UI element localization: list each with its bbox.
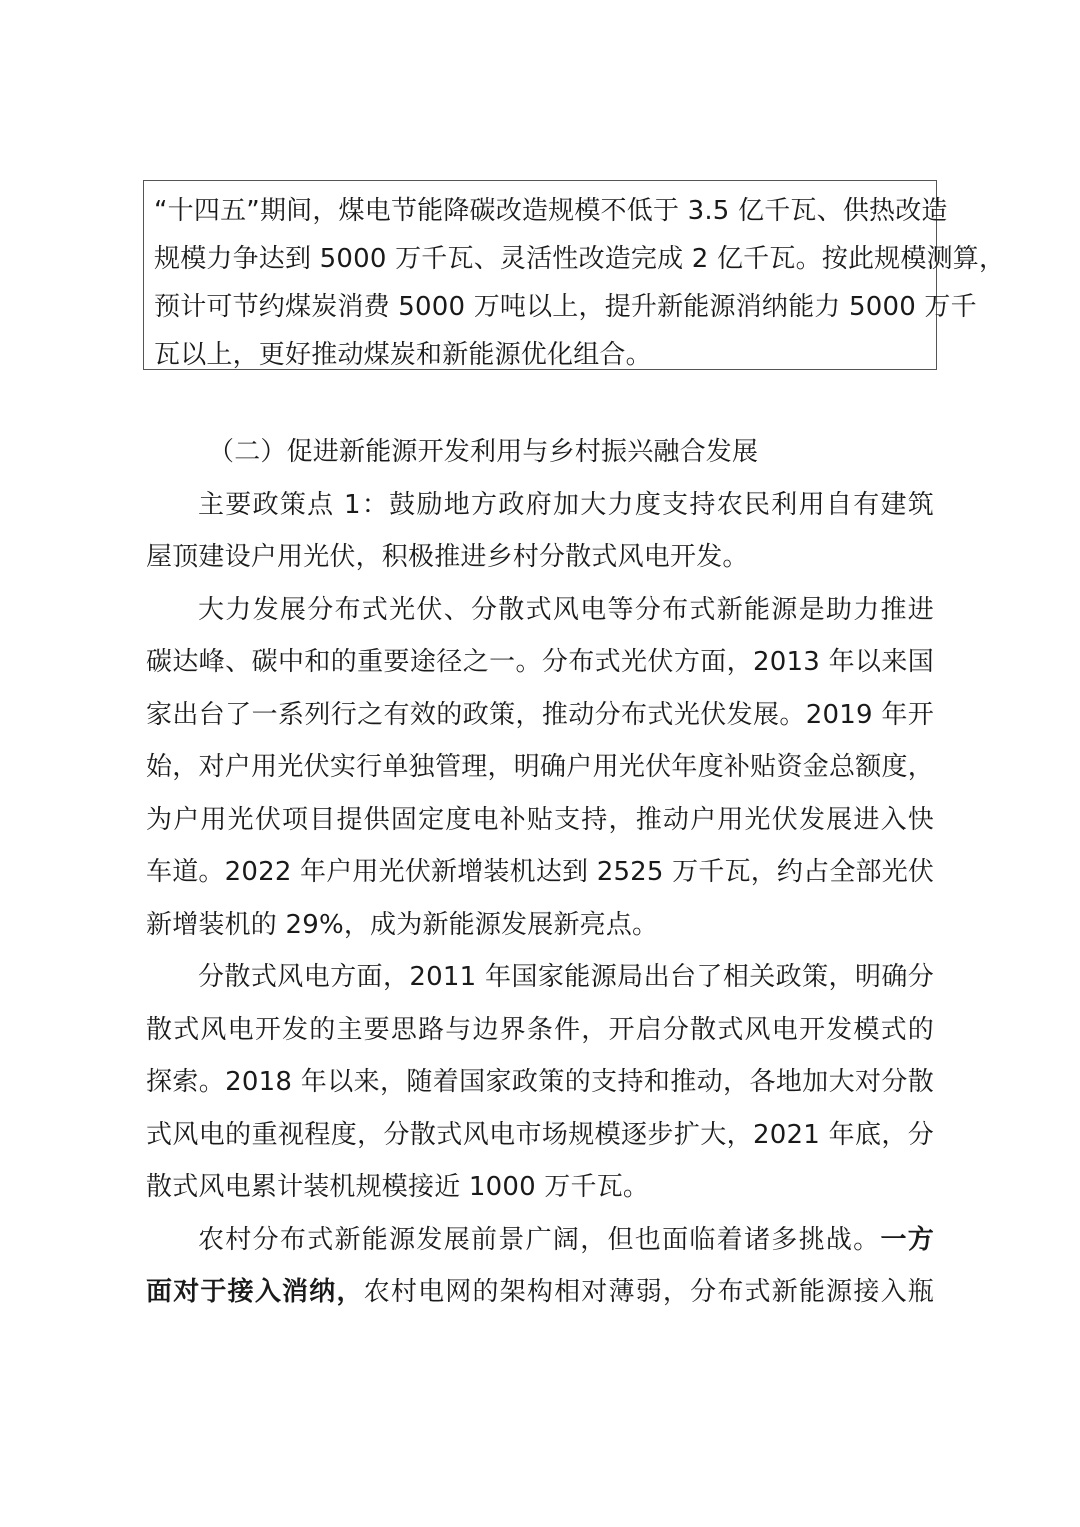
paragraph-line: 散式风电开发的主要思路与边界条件，开启分散式风电开发模式的: [146, 1014, 934, 1045]
text-plain: 农村分布式新能源发展前景广阔，但也面临着诸多挑战。: [198, 1224, 881, 1255]
paragraph-line: 始，对户用光伏实行单独管理，明确户用光伏年度补贴资金总额度，: [146, 752, 934, 782]
paragraph-line: 家出台了一系列行之有效的政策，推动分布式光伏发展。2019 年开: [146, 699, 934, 730]
box-line: “十四五”期间，煤电节能降碳改造规模不低于 3.5 亿千瓦、供热改造: [154, 196, 948, 226]
paragraph-line: [146, 1214, 934, 1267]
section-heading: （二）促进新能源开发利用与乡村振兴融合发展: [208, 437, 759, 467]
text-bold: 面对于接入消纳，: [146, 1277, 364, 1307]
paragraph-line: 散式风电累计装机规模接近 1000 万千瓦。: [146, 1172, 650, 1202]
box-line: 预计可节约煤炭消费 5000 万吨以上，提升新能源消纳能力 5000 万千: [154, 292, 977, 322]
paragraph-line: 分散式风电方面，2011 年国家能源局出台了相关政策，明确分: [198, 962, 934, 992]
paragraph-line: [146, 1266, 934, 1319]
box-line: 规模力争达到 5000 万千瓦、灵活性改造完成 2 亿千瓦。按此规模测算，: [154, 244, 1006, 274]
paragraph-line: 探索。2018 年以来，随着国家政策的支持和推动，各地加大对分散: [146, 1067, 934, 1097]
text-plain: 农村电网的架构相对薄弱，分布式新能源接入瓶: [363, 1277, 934, 1307]
text-bold: 一方: [880, 1224, 934, 1255]
paragraph-line: 为户用光伏项目提供固定度电补贴支持，推动户用光伏发展进入快: [146, 804, 934, 835]
highlight-box: [143, 180, 1006, 370]
policy-line: 屋顶建设户用光伏，积极推进乡村分散式风电开发。: [146, 542, 749, 572]
policy-line: 主要政策点 1：鼓励地方政府加大力度支持农民利用自有建筑: [198, 489, 934, 520]
body-text: [146, 426, 934, 1319]
box-line: 瓦以上，更好推动煤炭和新能源优化组合。: [154, 340, 652, 370]
paragraph-line: 车道。2022 年户用光伏新增装机达到 2525 万千瓦，约占全部光伏: [146, 857, 935, 887]
paragraph-line: 新增装机的 29%，成为新能源发展新亮点。: [146, 909, 659, 940]
paragraph-line: 式风电的重视程度，分散式风电市场规模逐步扩大，2021 年底，分: [146, 1119, 934, 1150]
paragraph-line: 大力发展分布式光伏、分散式风电等分布式新能源是助力推进: [198, 594, 934, 625]
paragraph-line: 碳达峰、碳中和的重要途径之一。分布式光伏方面，2013 年以来国: [146, 647, 934, 677]
